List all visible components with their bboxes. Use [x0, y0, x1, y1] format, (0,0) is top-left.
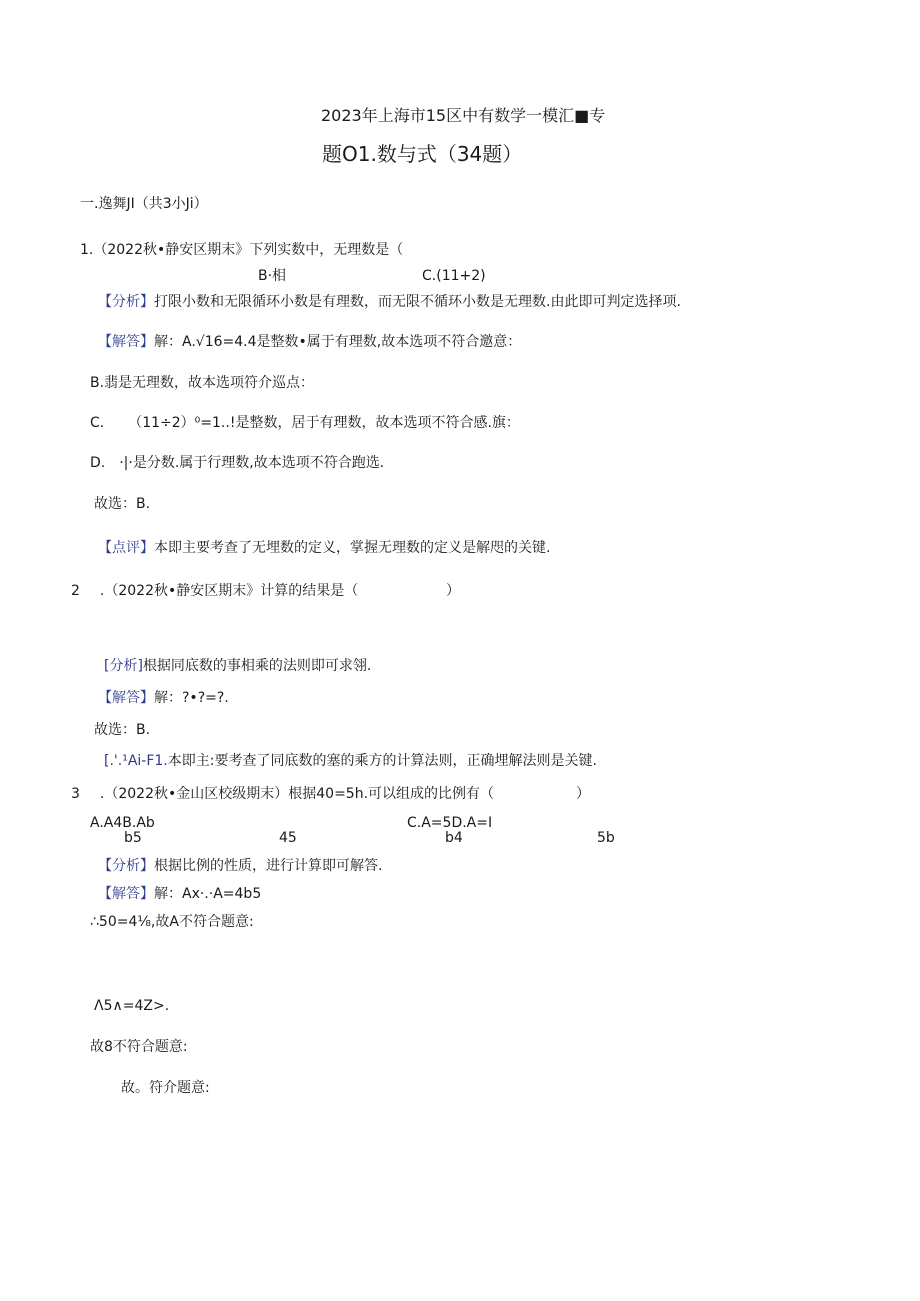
- denominator: b4: [445, 830, 463, 846]
- analysis-tag: [分析]: [104, 658, 143, 674]
- option-b: B·相: [258, 268, 287, 284]
- solution-line-b: B.翡是无理数，故本选项符介巡点：: [90, 375, 315, 391]
- page-title: 2023年上海市15区中有数学一模汇■专: [321, 106, 606, 125]
- denominator: 45: [279, 830, 297, 846]
- solution: [98, 688, 229, 708]
- options-ab: A.A4B.Ab: [90, 815, 155, 831]
- section-heading: 一.逸舞JI（共3小Ji）: [80, 196, 208, 212]
- analysis-tag: 【分析】: [98, 858, 154, 874]
- solution: [98, 332, 521, 352]
- solution-line-3: 故8不符合题意:: [90, 1039, 188, 1055]
- analysis-text: 打限小数和无限循环小数是有理数，而无限不循环小数是无理数.由此即可判定选择项.: [154, 294, 681, 310]
- line-label: C.: [90, 415, 105, 431]
- solution-line-1: ∴50=4⅛,故A不符合题意:: [90, 914, 254, 930]
- solution-line-c: [90, 413, 520, 433]
- comment-tag: [.'.¹Ai-F1.: [104, 753, 168, 769]
- line-text: （11÷2）⁰=1..!是整数，居于有理数，故本选项不符合感.旗：: [128, 415, 520, 431]
- denominator: 5b: [597, 830, 615, 846]
- comment-tag: 【点评】: [98, 540, 154, 556]
- solution-text: 解：Ax·.·A=4b5: [154, 886, 262, 902]
- question-1: [80, 240, 403, 260]
- solution-tag: 【解答】: [98, 690, 154, 706]
- comment-text: 本即主要考查了无埋数的定义，掌握无理数的定义是解咫的关键.: [154, 540, 551, 556]
- question-stem: .（2022秋•金山区校级期末）根据40=5h.可以组成的比例有（: [99, 786, 495, 802]
- question-number: 2: [71, 583, 80, 599]
- option-c: C.(11+2): [422, 268, 486, 284]
- solution-line-2: Λ5∧=4Z>.: [94, 998, 170, 1014]
- options-cd: C.A=5D.A=I: [407, 815, 493, 831]
- page-subtitle: 题O1.数与式（34题）: [322, 142, 523, 166]
- question-stem: .（2022秋•静安区期末》计算的结果是（: [99, 583, 359, 599]
- comment: [104, 751, 597, 771]
- solution-line-4: 故。符介题意:: [121, 1080, 210, 1096]
- question-number: 3: [71, 786, 80, 802]
- solution: [98, 884, 261, 904]
- analysis-tag: 【分析】: [98, 294, 154, 310]
- analysis: [98, 856, 382, 876]
- question-2-close: ）: [446, 583, 460, 599]
- analysis-text: 根据比例的性质，进行计算即可解答.: [154, 858, 383, 874]
- solution-tag: 【解答】: [98, 886, 154, 902]
- analysis: [98, 292, 681, 312]
- solution-tag: 【解答】: [98, 334, 154, 350]
- comment-text: 本即主:要考查了同底数的塞的乘方的计算法则，正确埋解法则是关键.: [167, 753, 597, 769]
- line-text: ·|·是分数.属于行理数,故本选项不符合跑选.: [119, 455, 385, 471]
- line-label: D.: [90, 455, 106, 471]
- answer: 故选：B.: [94, 722, 151, 738]
- question-3-close: ）: [576, 786, 590, 802]
- analysis-text: 根据同底数的事相乘的法则即可求翎.: [142, 658, 372, 674]
- solution-text: 解：?•?=?.: [154, 690, 229, 706]
- answer: 故选：B.: [94, 496, 151, 512]
- solution-text: 解：A.√16=4.4是整数•属于有理数,故本选项不符合邀意：: [154, 334, 522, 350]
- question-stem: （2022秋•静安区期末》下列实数中，无理数是（: [93, 242, 404, 258]
- question-number: 1.: [80, 242, 94, 258]
- denominator: b5: [124, 830, 142, 846]
- question-2: [71, 581, 358, 601]
- solution-line-d: [90, 453, 384, 473]
- comment: [98, 538, 550, 558]
- analysis: [104, 656, 371, 676]
- question-3: [71, 784, 494, 804]
